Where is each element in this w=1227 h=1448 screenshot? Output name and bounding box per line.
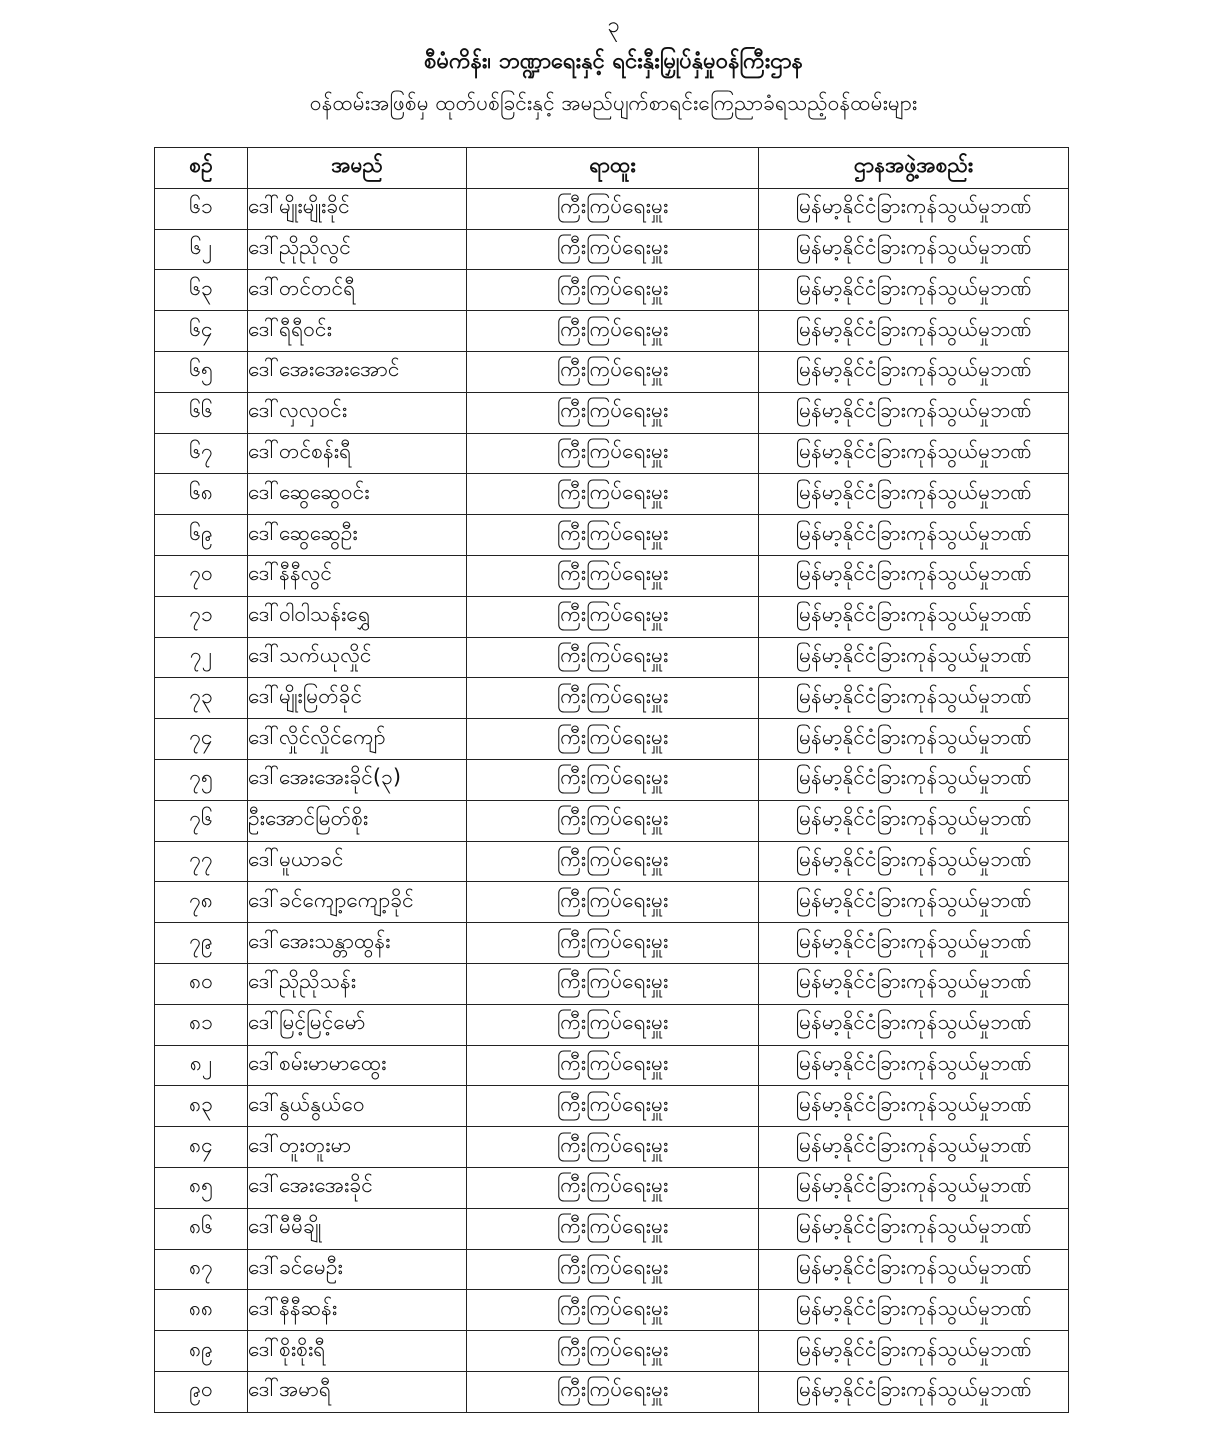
department-cell: မြန်မာ့နိုင်ငံခြားကုန်သွယ်မှုဘဏ် [759, 1127, 1069, 1168]
name-cell: ဒေါ်ဝါဝါသန်းရွှေ [248, 596, 467, 637]
name-cell: ဒေါ်မီမီချို [248, 1208, 467, 1249]
name-cell: ဒေါ်ခင်မေဦး [248, 1249, 467, 1290]
row-number-cell: ၈၅ [155, 1167, 248, 1208]
table-row [155, 1208, 1069, 1249]
staff-table [154, 147, 1069, 1413]
rank-cell: ကြီးကြပ်ရေးမှူး [467, 229, 759, 270]
row-number-cell: ၇၆ [155, 800, 248, 841]
table-row [155, 1371, 1069, 1412]
table-row [155, 392, 1069, 433]
table-row [155, 1045, 1069, 1086]
rank-cell: ကြီးကြပ်ရေးမှူး [467, 1371, 759, 1412]
row-number-cell: ၇၃ [155, 678, 248, 719]
department-cell: မြန်မာ့နိုင်ငံခြားကုန်သွယ်မှုဘဏ် [759, 351, 1069, 392]
name-cell: ဒေါ်တင်စန်းရီ [248, 433, 467, 474]
column-header-number: စဉ် [155, 148, 248, 189]
rank-cell: ကြီးကြပ်ရေးမှူး [467, 637, 759, 678]
department-cell: မြန်မာ့နိုင်ငံခြားကုန်သွယ်မှုဘဏ် [759, 759, 1069, 800]
table-row [155, 555, 1069, 596]
name-cell: ဒေါ်မြင့်မြင့်မော် [248, 1004, 467, 1045]
rank-cell: ကြီးကြပ်ရေးမှူး [467, 1249, 759, 1290]
department-cell: မြန်မာ့နိုင်ငံခြားကုန်သွယ်မှုဘဏ် [759, 637, 1069, 678]
row-number-cell: ၉၀ [155, 1371, 248, 1412]
table-row [155, 596, 1069, 637]
table-row [155, 963, 1069, 1004]
department-cell: မြန်မာ့နိုင်ငံခြားကုန်သွယ်မှုဘဏ် [759, 270, 1069, 311]
department-cell: မြန်မာ့နိုင်ငံခြားကုန်သွယ်မှုဘဏ် [759, 596, 1069, 637]
page-title: စီမံကိန်း၊ ဘဏ္ဍာရေးနှင့် ရင်းနှီးမြှုပ်နှံမှုဝန်ကြီးဌာန [424, 49, 803, 74]
row-number-cell: ၈၉ [155, 1331, 248, 1372]
rank-cell: ကြီးကြပ်ရေးမှူး [467, 515, 759, 556]
department-cell: မြန်မာ့နိုင်ငံခြားကုန်သွယ်မှုဘဏ် [759, 433, 1069, 474]
department-cell: မြန်မာ့နိုင်ငံခြားကုန်သွယ်မှုဘဏ် [759, 474, 1069, 515]
department-cell: မြန်မာ့နိုင်ငံခြားကုန်သွယ်မှုဘဏ် [759, 1004, 1069, 1045]
row-number-cell: ၆၅ [155, 351, 248, 392]
department-cell: မြန်မာ့နိုင်ငံခြားကုန်သွယ်မှုဘဏ် [759, 678, 1069, 719]
table-row [155, 1331, 1069, 1372]
row-number-cell: ၆၄ [155, 311, 248, 352]
name-cell: ဒေါ်စမ်းမာမာထွေး [248, 1045, 467, 1086]
department-cell: မြန်မာ့နိုင်ငံခြားကုန်သွယ်မှုဘဏ် [759, 800, 1069, 841]
rank-cell: ကြီးကြပ်ရေးမှူး [467, 759, 759, 800]
rank-cell: ကြီးကြပ်ရေးမှူး [467, 188, 759, 229]
page-subtitle: ဝန်ထမ်းအဖြစ်မှ ထုတ်ပစ်ခြင်းနှင့် အမည်ပျက်စာရင်းကြေညာခံရသည့်ဝန်ထမ်းများ [309, 91, 918, 115]
table-row [155, 637, 1069, 678]
rank-cell: ကြီးကြပ်ရေးမှူး [467, 882, 759, 923]
row-number-cell: ၇၈ [155, 882, 248, 923]
row-number-cell: ၇၉ [155, 923, 248, 964]
department-cell: မြန်မာ့နိုင်ငံခြားကုန်သွယ်မှုဘဏ် [759, 963, 1069, 1004]
rank-cell: ကြီးကြပ်ရေးမှူး [467, 311, 759, 352]
row-number-cell: ၈၀ [155, 963, 248, 1004]
rank-cell: ကြီးကြပ်ရေးမှူး [467, 1127, 759, 1168]
name-cell: ဒေါ်မျိုးမြတ်ခိုင် [248, 678, 467, 719]
row-number-cell: ၈၂ [155, 1045, 248, 1086]
name-cell: ဒေါ်ညိုညိုသန်း [248, 963, 467, 1004]
name-cell: ဒေါ်တင်တင်ရီ [248, 270, 467, 311]
name-cell: ဒေါ်ညိုညိုလွင် [248, 229, 467, 270]
rank-cell: ကြီးကြပ်ရေးမှူး [467, 1045, 759, 1086]
rank-cell: ကြီးကြပ်ရေးမှူး [467, 555, 759, 596]
name-cell: ဒေါ်အေးအေးအောင် [248, 351, 467, 392]
row-number-cell: ၇၇ [155, 841, 248, 882]
department-cell: မြန်မာ့နိုင်ငံခြားကုန်သွယ်မှုဘဏ် [759, 229, 1069, 270]
row-number-cell: ၇၀ [155, 555, 248, 596]
rank-cell: ကြီးကြပ်ရေးမှူး [467, 800, 759, 841]
department-cell: မြန်မာ့နိုင်ငံခြားကုန်သွယ်မှုဘဏ် [759, 1371, 1069, 1412]
row-number-cell: ၆၉ [155, 515, 248, 556]
table-row [155, 311, 1069, 352]
name-cell: ဒေါ်တူးတူးမာ [248, 1127, 467, 1168]
row-number-cell: ၇၁ [155, 596, 248, 637]
name-cell: ဒေါ်ခင်ကျော့ကျော့ခိုင် [248, 882, 467, 923]
row-number-cell: ၇၅ [155, 759, 248, 800]
name-cell: ဒေါ်လှလှဝင်း [248, 392, 467, 433]
table-row [155, 1167, 1069, 1208]
row-number-cell: ၈၁ [155, 1004, 248, 1045]
table-header-row [155, 148, 1069, 189]
rank-cell: ကြီးကြပ်ရေးမှူး [467, 1208, 759, 1249]
rank-cell: ကြီးကြပ်ရေးမှူး [467, 1004, 759, 1045]
name-cell: ဦးအောင်မြတ်စိုး [248, 800, 467, 841]
table-row [155, 1249, 1069, 1290]
rank-cell: ကြီးကြပ်ရေးမှူး [467, 596, 759, 637]
row-number-cell: ၇၄ [155, 719, 248, 760]
department-cell: မြန်မာ့နိုင်ငံခြားကုန်သွယ်မှုဘဏ် [759, 882, 1069, 923]
department-cell: မြန်မာ့နိုင်ငံခြားကုန်သွယ်မှုဘဏ် [759, 1249, 1069, 1290]
department-cell: မြန်မာ့နိုင်ငံခြားကုန်သွယ်မှုဘဏ် [759, 515, 1069, 556]
name-cell: ဒေါ်အေးအေးခိုင်(၃) [248, 759, 467, 800]
department-cell: မြန်မာ့နိုင်ငံခြားကုန်သွယ်မှုဘဏ် [759, 1331, 1069, 1372]
table-row [155, 923, 1069, 964]
department-cell: မြန်မာ့နိုင်ငံခြားကုန်သွယ်မှုဘဏ် [759, 392, 1069, 433]
table-row [155, 800, 1069, 841]
name-cell: ဒေါ်အမာရီ [248, 1371, 467, 1412]
department-cell: မြန်မာ့နိုင်ငံခြားကုန်သွယ်မှုဘဏ် [759, 555, 1069, 596]
rank-cell: ကြီးကြပ်ရေးမှူး [467, 1086, 759, 1127]
row-number-cell: ၆၈ [155, 474, 248, 515]
department-cell: မြန်မာ့နိုင်ငံခြားကုန်သွယ်မှုဘဏ် [759, 311, 1069, 352]
table-row [155, 719, 1069, 760]
table-row [155, 270, 1069, 311]
name-cell: ဒေါ်မူယာခင် [248, 841, 467, 882]
department-cell: မြန်မာ့နိုင်ငံခြားကုန်သွယ်မှုဘဏ် [759, 1167, 1069, 1208]
department-cell: မြန်မာ့နိုင်ငံခြားကုန်သွယ်မှုဘဏ် [759, 1208, 1069, 1249]
table-row [155, 1290, 1069, 1331]
row-number-cell: ၈၈ [155, 1290, 248, 1331]
department-cell: မြန်မာ့နိုင်ငံခြားကုန်သွယ်မှုဘဏ် [759, 841, 1069, 882]
name-cell: ဒေါ်သက်ယုလှိုင် [248, 637, 467, 678]
department-cell: မြန်မာ့နိုင်ငံခြားကုန်သွယ်မှုဘဏ် [759, 923, 1069, 964]
table-row [155, 759, 1069, 800]
column-header-name: အမည် [248, 148, 467, 189]
table-row [155, 1127, 1069, 1168]
table-row [155, 351, 1069, 392]
name-cell: ဒေါ်အေးအေးခိုင် [248, 1167, 467, 1208]
rank-cell: ကြီးကြပ်ရေးမှူး [467, 841, 759, 882]
department-cell: မြန်မာ့နိုင်ငံခြားကုန်သွယ်မှုဘဏ် [759, 188, 1069, 229]
rank-cell: ကြီးကြပ်ရေးမှူး [467, 923, 759, 964]
table-row [155, 882, 1069, 923]
row-number-cell: ၆၇ [155, 433, 248, 474]
rank-cell: ကြီးကြပ်ရေးမှူး [467, 1290, 759, 1331]
row-number-cell: ၈၆ [155, 1208, 248, 1249]
row-number-cell: ၆၆ [155, 392, 248, 433]
row-number-cell: ၇၂ [155, 637, 248, 678]
name-cell: ဒေါ်ရီရီဝင်း [248, 311, 467, 352]
page-number: ၃ [607, 13, 620, 38]
table-row [155, 515, 1069, 556]
column-header-rank: ရာထူး [467, 148, 759, 189]
name-cell: ဒေါ်နီနီဆန်း [248, 1290, 467, 1331]
table-row [155, 1004, 1069, 1045]
table-row [155, 678, 1069, 719]
name-cell: ဒေါ်ဆွေဆွေဝင်း [248, 474, 467, 515]
rank-cell: ကြီးကြပ်ရေးမှူး [467, 351, 759, 392]
name-cell: ဒေါ်အေးသန္တာထွန်း [248, 923, 467, 964]
name-cell: ဒေါ်ဆွေဆွေဦး [248, 515, 467, 556]
rank-cell: ကြီးကြပ်ရေးမှူး [467, 678, 759, 719]
rank-cell: ကြီးကြပ်ရေးမှူး [467, 719, 759, 760]
column-header-department: ဌာနအဖွဲ့အစည်း [759, 148, 1069, 189]
name-cell: ဒေါ်လှိုင်လှိုင်ကျော် [248, 719, 467, 760]
rank-cell: ကြီးကြပ်ရေးမှူး [467, 474, 759, 515]
department-cell: မြန်မာ့နိုင်ငံခြားကုန်သွယ်မှုဘဏ် [759, 1045, 1069, 1086]
department-cell: မြန်မာ့နိုင်ငံခြားကုန်သွယ်မှုဘဏ် [759, 1290, 1069, 1331]
name-cell: ဒေါ်နီနီလွင် [248, 555, 467, 596]
row-number-cell: ၆၂ [155, 229, 248, 270]
table-body [155, 188, 1069, 1412]
table-row [155, 229, 1069, 270]
name-cell: ဒေါ်မျိုးမျိုးခိုင် [248, 188, 467, 229]
table-row [155, 474, 1069, 515]
rank-cell: ကြီးကြပ်ရေးမှူး [467, 1167, 759, 1208]
rank-cell: ကြီးကြပ်ရေးမှူး [467, 1331, 759, 1372]
department-cell: မြန်မာ့နိုင်ငံခြားကုန်သွယ်မှုဘဏ် [759, 719, 1069, 760]
row-number-cell: ၆၁ [155, 188, 248, 229]
row-number-cell: ၈၃ [155, 1086, 248, 1127]
rank-cell: ကြီးကြပ်ရေးမှူး [467, 433, 759, 474]
row-number-cell: ၈၄ [155, 1127, 248, 1168]
rank-cell: ကြီးကြပ်ရေးမှူး [467, 963, 759, 1004]
table-row [155, 433, 1069, 474]
rank-cell: ကြီးကြပ်ရေးမှူး [467, 270, 759, 311]
table-row [155, 841, 1069, 882]
department-cell: မြန်မာ့နိုင်ငံခြားကုန်သွယ်မှုဘဏ် [759, 1086, 1069, 1127]
rank-cell: ကြီးကြပ်ရေးမှူး [467, 392, 759, 433]
table-row [155, 1086, 1069, 1127]
table-row [155, 188, 1069, 229]
row-number-cell: ၈၇ [155, 1249, 248, 1290]
name-cell: ဒေါ်နွယ်နွယ်ဝေ [248, 1086, 467, 1127]
row-number-cell: ၆၃ [155, 270, 248, 311]
name-cell: ဒေါ်စိုးစိုးရီ [248, 1331, 467, 1372]
